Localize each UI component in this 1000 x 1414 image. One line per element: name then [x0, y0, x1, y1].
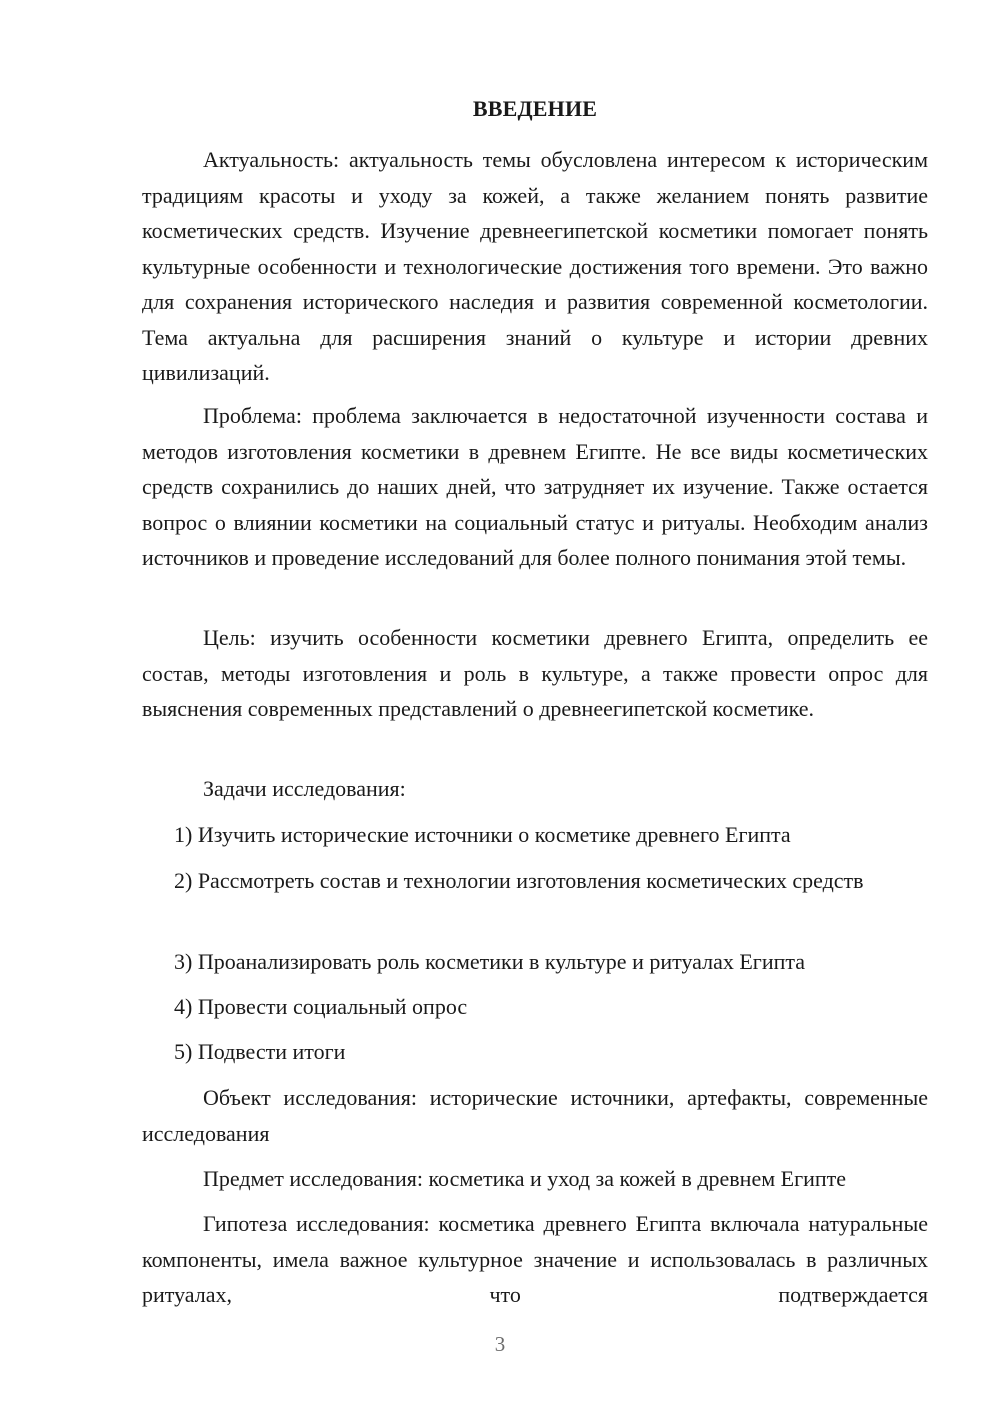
- paragraph-object: Объект исследования: исторические источники, артефакты, современные исследования: [142, 1085, 928, 1146]
- page-number: 3: [494, 1332, 506, 1356]
- task-item-2: 2) Рассмотреть состав и технологии изготовления косметических средств: [174, 868, 864, 893]
- task-item-4: 4) Провести социальный опрос: [174, 994, 468, 1019]
- paragraph-hypothesis: Гипотеза исследования: косметика древнего Египта включала натуральные компоненты, имела важное культурное значение и использовалась в различных ритуалах, что подтверждается: [142, 1211, 928, 1307]
- task-item-1: 1) Изучить исторические источники о косметике древнего Египта: [174, 822, 791, 847]
- paragraph-goal: Цель: изучить особенности косметики древнего Египта, определить ее состав, методы изготовления и роль в культуре, а также провести опрос для выяснения современных представлений о древнеегипетской косметике.: [142, 625, 928, 721]
- section-heading: ВВЕДЕНИЕ: [472, 96, 598, 121]
- paragraph-problem: Проблема: проблема заключается в недостаточной изученности состава и методов изготовления косметики в древнем Египте. Не все виды косметических средств сохранились до наших дней, что затрудняет их изучение. Также остается вопрос о влиянии косметики на социальный статус и ритуалы. Необходим анализ источников и проведение исследований для более полного понимания этой темы.: [142, 403, 928, 570]
- paragraph-subject: Предмет исследования: косметика и уход за кожей в древнем Египте: [203, 1166, 847, 1191]
- task-item-5: 5) Подвести итоги: [174, 1039, 346, 1064]
- task-item-3: 3) Проанализировать роль косметики в культуре и ритуалах Египта: [174, 949, 806, 974]
- paragraph-relevance: Актуальность: актуальность темы обусловлена интересом к историческим традициям красоты и уходу за кожей, а также желанием понять развитие косметических средств. Изучение древнеегипетской косметики помогает понять культурные особенности и технологические достижения того времени. Это важно для сохранения исторического наследия и развития современной косметологии. Тема актуальна для расширения знаний о культуре и истории древних цивилизаций.: [142, 147, 928, 385]
- tasks-title: Задачи исследования:: [203, 776, 406, 801]
